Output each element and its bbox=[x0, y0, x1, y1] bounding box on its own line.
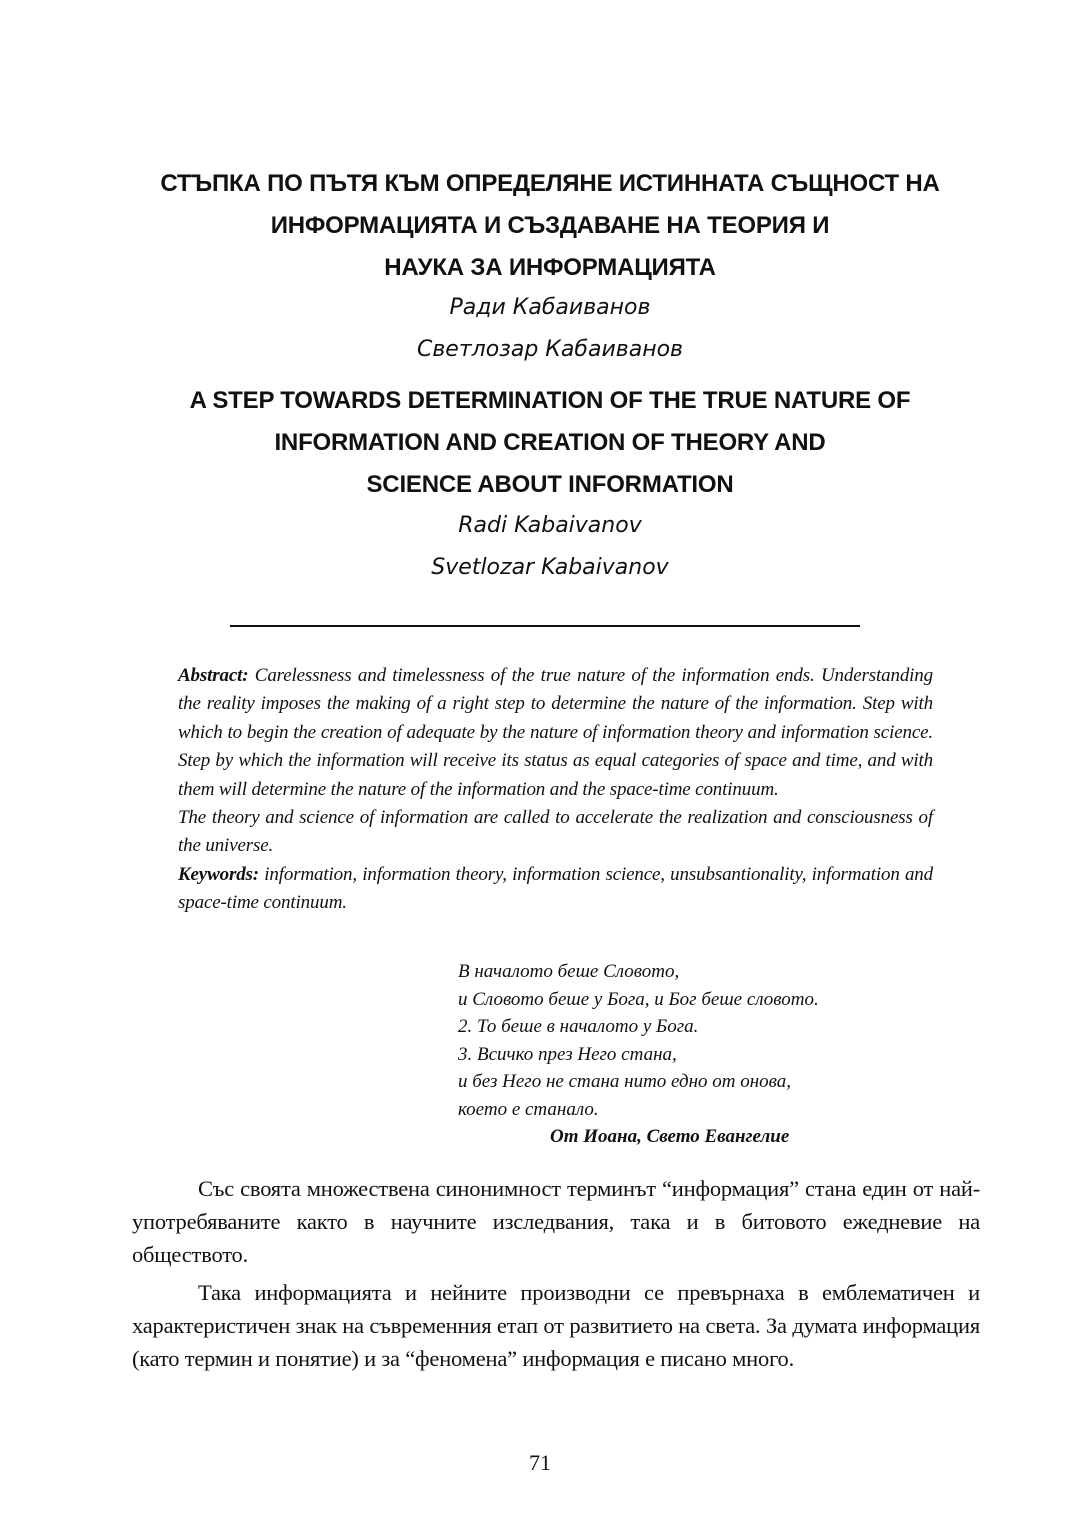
title-bg-line-2: ИНФОРМАЦИЯТА И СЪЗДАВАНЕ НА ТЕОРИЯ И bbox=[270, 212, 830, 239]
author-bg-1: Ради Кабаиванов bbox=[449, 295, 651, 320]
epigraph-line: и Словото беше у Бога, и Бог беше словото. bbox=[458, 988, 819, 1010]
title-english bbox=[120, 380, 980, 506]
author-en-1: Radi Kabaivanov bbox=[458, 513, 642, 538]
title-en-line-1: A STEP TOWARDS DETERMINATION OF THE TRUE NATURE OF bbox=[189, 387, 911, 414]
title-bg-line-3: НАУКА ЗА ИНФОРМАЦИЯТА bbox=[384, 254, 716, 281]
abstract-paragraph bbox=[178, 662, 933, 804]
keywords-text: information, information theory, information science, unsubsantionality, information and space-time continuum. bbox=[178, 863, 934, 914]
epigraph-line: 3. Всичко през Него стана, bbox=[458, 1043, 677, 1065]
author-en-2: Svetlozar Kabaivanov bbox=[431, 555, 669, 580]
abstract-block bbox=[178, 662, 933, 918]
body-paragraph: Със своята множествена синонимност терминът “информация” стана един от най-употребяваните както в научните изследвания, така и в битовото ежедневие на обществото. bbox=[132, 1176, 980, 1267]
epigraph bbox=[458, 958, 958, 1151]
horizontal-rule bbox=[230, 625, 860, 627]
abstract-text: Carelessness and timelessness of the true nature of the information ends. Understanding the reality imposes the making of a right step to determine the nature of the information. Step with which to begin the creation of adequate by the nature of information theory and information science. Step by which the information will receive its status as equal categories of space and time, and with them will determine the nature of the information and the space-time continuum. bbox=[178, 665, 933, 800]
title-bulgarian bbox=[120, 163, 980, 289]
keywords-label: Keywords: bbox=[178, 863, 259, 885]
epigraph-line: В началото беше Словото, bbox=[458, 961, 680, 982]
body-paragraph: Така информацията и нейните производни се превърнаха в емблематичен и характеристичен знак на съвременния етап от развитието на света. За думата информация (като термин и понятие) и за “феномена” информация е писано много. bbox=[132, 1280, 980, 1371]
body-text bbox=[132, 1172, 980, 1380]
epigraph-line: 2. То беше в началото у Бога. bbox=[458, 1016, 699, 1037]
epigraph-source: От Иоана, Свето Евангелие bbox=[550, 1126, 790, 1147]
epigraph-line: и без Него не стана нито едно от онова, bbox=[458, 1071, 792, 1092]
title-en-line-2: INFORMATION AND CREATION OF THEORY AND bbox=[274, 429, 826, 456]
page-number: 71 bbox=[529, 1450, 551, 1475]
epigraph-line: което е станало. bbox=[458, 1098, 599, 1120]
keywords-paragraph bbox=[178, 861, 933, 918]
title-en-line-3: SCIENCE ABOUT INFORMATION bbox=[366, 471, 734, 498]
abstract-paragraph-2: The theory and science of information are called to accelerate the realization and consciousness of the universe. bbox=[178, 807, 933, 857]
author-bg-2: Светлозар Кабаиванов bbox=[416, 337, 684, 362]
abstract-label: Abstract: bbox=[178, 665, 249, 686]
title-bg-line-1: СТЪПКА ПО ПЪТЯ КЪМ ОПРЕДЕЛЯНЕ ИСТИННАТА СЪЩНОСТ НА bbox=[160, 170, 940, 197]
